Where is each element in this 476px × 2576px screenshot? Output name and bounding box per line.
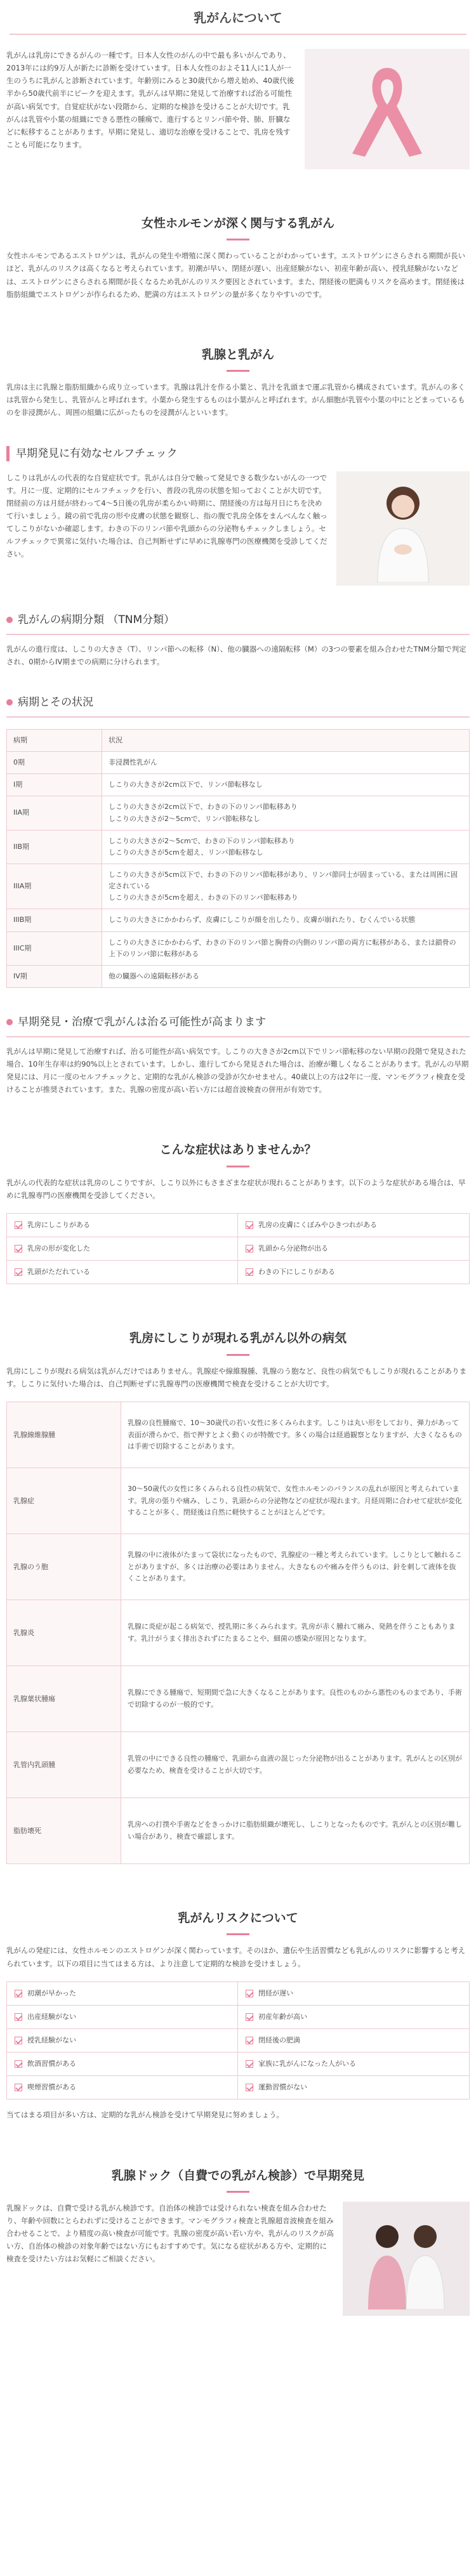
hormone-text: 女性ホルモンであるエストロゲンは、乳がんの発生や増殖に深く関わっていることがわかっています。エストロゲンにさらされる期間が長いほど、乳がんのリスクは高くなると考えられています。初潮が早い、閉経が遅い、出産経験がない、初産年齢が高い、授乳経験がないなどは、エストロゲンにさらされる期間が長くなるため乳がんのリスク要因とされています。また、閉経後の肥満もリスクを高めます。閉経後は脂肪組織でエストロゲンが作られるため、肥満の方はエストロゲンの量が多くなりやすいのです。 — [6, 251, 465, 299]
stage-cell: IIA期 — [7, 796, 102, 830]
checklist-item — [7, 2029, 238, 2053]
disease-name-cell: 乳腺線維腺腫 — [7, 1402, 121, 1468]
checklist-item — [7, 2076, 238, 2099]
early-text: 乳がんは早期に発見して治療すれば、治る可能性が高い病気です。しこりの大きさが2cm以下でリンパ節転移のない早期の段階で発見された場合、10年生存率は約90%以上とされています。しかし、進行してから発見された場合は、治療が難しくなることがあります。乳がんの早期発見には、月に一度のセルフチェックと、定期的な乳がん検診の受診が欠かせません。40歳以上の方は2年に一度、マンモグラフィ検査を受けることが推奨されています。また、乳腺の密度が高い若い方には超音波検査の併用が有効です。 — [6, 1046, 469, 1094]
stage-description-cell: しこりの大きさにかかわらず、わきの下のリンパ節と胸骨の内側のリンパ節の両方に転移がある、または鎖骨の上下のリンパ節に転移がある — [102, 931, 470, 965]
table-row — [7, 864, 470, 909]
checklist-item-label: 閉経が遅い — [258, 1988, 293, 1997]
table-row — [7, 965, 470, 987]
heading-dot-icon — [6, 617, 13, 623]
checkbox-icon — [246, 2037, 253, 2044]
disease-description-cell: 乳腺にできる腫瘍で、短期間で急に大きくなることがあります。良性のものから悪性のものまであり、手術で切除するのが一般的です。 — [121, 1666, 470, 1732]
table-header-cell: 病期 — [7, 729, 102, 751]
disease-description-cell: 乳房への打撲や手術などをきっかけに脂肪組織が壊死し、しこりとなったものです。乳がんとの区別が難しい場合があり、検査で確認します。 — [121, 1798, 470, 1864]
stage-cell: IIIA期 — [7, 864, 102, 909]
hormone-title: 女性ホルモンが深く関与する乳がん — [6, 214, 470, 240]
table-row — [7, 1732, 470, 1798]
woman-icon — [365, 475, 441, 582]
checkbox-icon — [246, 1268, 253, 1276]
pink-ribbon-icon — [340, 55, 435, 163]
checklist-item — [238, 1982, 469, 2006]
stages-table — [6, 729, 470, 988]
stage-cell: IV期 — [7, 965, 102, 987]
early-heading — [6, 1013, 470, 1037]
stages-title: 病期とその状況 — [18, 695, 93, 709]
risk-text: 乳がんの発症には、女性ホルモンのエストロゲンが深く関わっています。そのほか、遺伝や生活習慣なども乳がんのリスクに影響すると考えられています。以下の項目に当てはまる方は、より注意して定期的な検診を受けましょう。 — [6, 1946, 465, 1968]
heading-dot-icon — [6, 1019, 13, 1025]
checkbox-icon — [15, 1990, 22, 1997]
heading-dot-icon — [6, 699, 13, 706]
checklist-item-label: 家族に乳がんになった人がいる — [258, 2060, 356, 2068]
checklist-item — [7, 1214, 238, 1237]
checklist-item-label: 閉経後の肥満 — [258, 2035, 300, 2044]
checklist-item — [7, 2006, 238, 2029]
checklist-item-label: 乳頭から分泌物が出る — [258, 1244, 328, 1253]
stage-description-cell: しこりの大きさが2cm以下で、わきの下のリンパ節転移あり しこりの大きさが2〜5cmで、リンパ節転移なし — [102, 796, 470, 830]
checklist-item — [238, 2006, 469, 2029]
heading-bar — [6, 446, 10, 461]
stage-description-cell: 他の臓器への遠隔転移がある — [102, 965, 470, 987]
stage-description-cell: しこりの大きさが5cm以下で、わきの下のリンパ節転移があり、リンパ節同士が固まっている、または周囲に固定されている しこりの大きさが5cmを超え、わきの下のリンパ節転移あり — [102, 864, 470, 909]
table-row — [7, 830, 470, 864]
table-row — [7, 774, 470, 796]
table-row — [7, 1402, 470, 1468]
checkbox-icon — [246, 1245, 253, 1252]
table-row — [7, 1666, 470, 1732]
diseases-title: 乳房にしこりが現れる乳がん以外の病気 — [6, 1329, 470, 1355]
checklist-item-label: 乳房の皮膚にくぼみやひきつれがある — [258, 1221, 377, 1230]
checklist-item-label: 飲酒習慣がある — [27, 2060, 76, 2068]
intro-text: 乳がんは乳房にできるがんの一種です。日本人女性のがんの中で最も多いがんであり、2013年には約9万人が新たに診断を受けています。日本人女性のおよそ11人に1人が一生のうちに乳がんと診断されています。年齢別にみると30歳代から増え始め、40歳代後半から50歳代前半にピークを迎えます。乳がんは早期に発見して治療すれば治る可能性が高い病気です。自覚症状がない段階から、定期的な検診を受けることが大切です。乳がんは乳管や小葉の組織にできる悪性の腫瘍で、進行するとリンパ節や骨、肺、肝臓などに転移することがあります。早期に発見し、適切な治療を受けることで、乳房を残すことも可能になります。 — [6, 51, 294, 149]
selfcheck-section — [6, 471, 470, 586]
disease-name-cell: 乳腺症 — [7, 1468, 121, 1534]
disease-description-cell: 乳腺に炎症が起こる病気で、授乳期に多くみられます。乳房が赤く腫れて痛み、発熱を伴うこともあります。乳汁がうまく排出されずにたまることや、細菌の感染が原因となります。 — [121, 1600, 470, 1666]
tnm-title: 乳がんの病期分類 （TNM分類） — [18, 613, 175, 626]
checklist-item — [7, 2053, 238, 2076]
stage-description-cell: しこりの大きさが2〜5cmで、わきの下のリンパ節転移あり しこりの大きさが5cmを超え、リンパ節転移なし — [102, 830, 470, 864]
table-row — [7, 752, 470, 774]
symptoms-text: 乳がんの代表的な症状は乳房のしこりですが、しこり以外にもさまざまな症状が現れることがあります。以下のような症状がある場合は、早めに乳腺専門の医療機関を受診してください。 — [6, 1178, 466, 1200]
checklist-item-label: 出産経験がない — [27, 2012, 76, 2021]
stages-heading — [6, 693, 470, 718]
disease-name-cell: 乳腺のう胞 — [7, 1534, 121, 1600]
risk-title: 乳がんリスクについて — [6, 1909, 470, 1935]
checklist-item-label: 喫煙習慣がある — [27, 2083, 76, 2092]
symptoms-title: こんな症状はありませんか？ — [6, 1140, 470, 1167]
disease-description-cell: 乳腺の中に液体がたまって袋状になったもので、乳腺症の一種と考えられています。しこりとして触れることがありますが、多くは治療の必要はありません。大きなものや痛みを伴うものは、針を刺して液体を抜くことがあります。 — [121, 1534, 470, 1600]
checklist-item-label: わきの下にしこりがある — [258, 1268, 335, 1277]
stage-cell: IIIB期 — [7, 909, 102, 931]
disease-name-cell: 脂肪壊死 — [7, 1798, 121, 1864]
checkbox-icon — [15, 1245, 22, 1252]
checklist-item — [7, 1982, 238, 2006]
stage-cell: IIIC期 — [7, 931, 102, 965]
checklist-item — [238, 2029, 469, 2053]
stage-description-cell: 非浸潤性乳がん — [102, 752, 470, 774]
checkbox-icon — [15, 1221, 22, 1229]
pink-ribbon-image — [305, 49, 470, 169]
checklist-item — [7, 1261, 238, 1284]
tnm-heading — [6, 611, 470, 635]
table-row — [7, 1468, 470, 1534]
table-row — [7, 796, 470, 830]
stage-cell: 0期 — [7, 752, 102, 774]
checklist-item-label: 初潮が早かった — [27, 1988, 76, 1997]
checklist-item-label: 授乳経験がない — [27, 2035, 76, 2044]
checkbox-icon — [246, 2060, 253, 2068]
table-row — [7, 909, 470, 931]
table-header-cell: 状況 — [102, 729, 470, 751]
disease-name-cell: 乳管内乳頭腫 — [7, 1732, 121, 1798]
dock-title: 乳腺ドック（自費での乳がん検診）で早期発見 — [6, 2166, 470, 2193]
checkbox-icon — [246, 2013, 253, 2021]
table-row — [7, 931, 470, 965]
page-title: 乳がんについて — [6, 0, 470, 40]
checkbox-icon — [15, 2084, 22, 2091]
checkbox-icon — [15, 2013, 22, 2021]
tnm-text: 乳がんの進行度は、しこりの大きさ（T）、リンパ節への転移（N）、他の臓器への遠隔転移（M）の3つの要素を組み合わせたTNM分類で判定され、0期からIV期までの病期に分けられます。 — [6, 644, 466, 666]
exam-photo — [343, 2202, 470, 2316]
diseases-text: 乳房にしこりが現れる病気は乳がんだけではありません。乳腺症や線維腺腫、乳腺のう胞など、良性の病気でもしこりが現れることがあります。しこりに気付いた場合は、自己判断せずに乳腺専門の医療機関で検査を受けることが大切です。 — [6, 1366, 467, 1388]
risk-checklist — [6, 1981, 470, 2100]
diseases-table — [6, 1402, 470, 1864]
early-title: 早期発見・治療で乳がんは治る可能性が高まります — [18, 1015, 266, 1028]
checklist-item-label: 乳房の形が変化した — [27, 1244, 90, 1253]
checkbox-icon — [246, 1990, 253, 1997]
stage-description-cell: しこりの大きさにかかわらず、皮膚にしこりが顔を出したり、皮膚が崩れたり、むくんでいる状態 — [102, 909, 470, 931]
checkbox-icon — [246, 2084, 253, 2091]
stage-cell: I期 — [7, 774, 102, 796]
table-header-row — [7, 729, 470, 751]
checklist-item — [238, 1214, 469, 1237]
checkbox-icon — [15, 2037, 22, 2044]
stage-cell: IIB期 — [7, 830, 102, 864]
selfcheck-heading — [6, 445, 470, 463]
intro-section — [6, 49, 470, 169]
checkbox-icon — [15, 2060, 22, 2068]
table-row — [7, 1534, 470, 1600]
checklist-item-label: 乳頭がただれている — [27, 1268, 90, 1277]
table-row — [7, 1600, 470, 1666]
checklist-item — [238, 1237, 469, 1261]
disease-description-cell: 乳腺の良性腫瘍で、10〜30歳代の若い女性に多くみられます。しこりは丸い形をしており、弾力があって表面が滑らかで、指で押すとよく動くのが特徴です。多くの場合は経過観察となりますが、大きくなるものは手術で切除することがあります。 — [121, 1402, 470, 1468]
checklist-item — [7, 1237, 238, 1261]
checkbox-icon — [15, 1268, 22, 1276]
selfcheck-text: しこりは乳がんの代表的な自覚症状です。乳がんは自分で触って発見できる数少ないがんの一つです。月に一度、定期的にセルフチェックを行い、普段の乳房の状態を知っておくことが大切です。閉経前の方は月経が終わって4〜5日後の乳房が柔らかい時期に、閉経後の方は毎月日にちを決めて行いましょう。鏡の前で乳房の形や皮膚の状態を観察し、指の腹で乳房全体をまんべんなく触ってしこりがないか確認します。わきの下のリンパ節や乳頭からの分泌物もチェックしましょう。セルフチェックで異常に気付いた場合は、自己判断せずに早めに乳腺専門の医療機関を受診してください。 — [6, 473, 327, 559]
breast-text: 乳房は主に乳腺と脂肪組織から成り立っています。乳腺は乳汁を作る小葉と、乳汁を乳頭まで運ぶ乳管から構成されています。乳がんの多くは乳管から発生し、乳管がんと呼ばれます。小葉から発生するものは小葉がんと呼ばれます。がん細胞が乳管や小葉の中にとどまっているものを非浸潤がん、周囲の組織に広がったものを浸潤がんといいます。 — [6, 383, 465, 417]
breast-title: 乳腺と乳がん — [6, 345, 470, 372]
checklist-item-label: 乳房にしこりがある — [27, 1221, 90, 1230]
dock-section — [6, 2202, 470, 2316]
selfcheck-title: 早期発見に有効なセルフチェック — [16, 447, 178, 460]
checklist-item — [238, 1261, 469, 1284]
checklist-item-label: 運動習慣がない — [258, 2083, 307, 2092]
checkbox-icon — [246, 1221, 253, 1229]
woman-photo — [336, 471, 470, 586]
table-row — [7, 1798, 470, 1864]
checklist-item-label: 初産年齢が高い — [258, 2012, 307, 2021]
stage-description-cell: しこりの大きさが2cm以下で、リンパ節転移なし — [102, 774, 470, 796]
disease-name-cell: 乳腺炎 — [7, 1600, 121, 1666]
disease-name-cell: 乳腺葉状腫瘍 — [7, 1666, 121, 1732]
disease-description-cell: 30〜50歳代の女性に多くみられる良性の病気で、女性ホルモンのバランスの乱れが原因と考えられています。乳房の張りや痛み、しこり、乳頭からの分泌物などの症状が現れます。月経周期に合わせて症状が変化することが多く、閉経後は自然に軽快することがほとんどです。 — [121, 1468, 470, 1534]
dock-text: 乳腺ドックは、自費で受ける乳がん検診です。自治体の検診では受けられない検査を組み合わせたり、年齢や回数にとらわれずに受けることができます。マンモグラフィ検査と乳腺超音波検査を組み合わせることで、より精度の高い検査が可能です。乳腺の密度が高い若い方や、乳がんのリスクが高い方、自治体の検診の対象年齢ではない方にもおすすめです。気になる症状がある方や、定期的に検査を受けたい方はお気軽にご相談ください。 — [6, 2203, 334, 2264]
doctor-patient-icon — [352, 2208, 460, 2310]
checklist-item — [238, 2053, 469, 2076]
checklist-item — [238, 2076, 469, 2099]
risk-note: 当てはまる項目が多い方は、定期的な乳がん検診を受けて早期発見に努めましょう。 — [6, 2110, 284, 2120]
symptom-checklist — [6, 1213, 470, 1284]
disease-description-cell: 乳管の中にできる良性の腫瘍で、乳頭から血液の混じった分泌物が出ることがあります。乳がんとの区別が必要なため、検査を受けることが大切です。 — [121, 1732, 470, 1798]
